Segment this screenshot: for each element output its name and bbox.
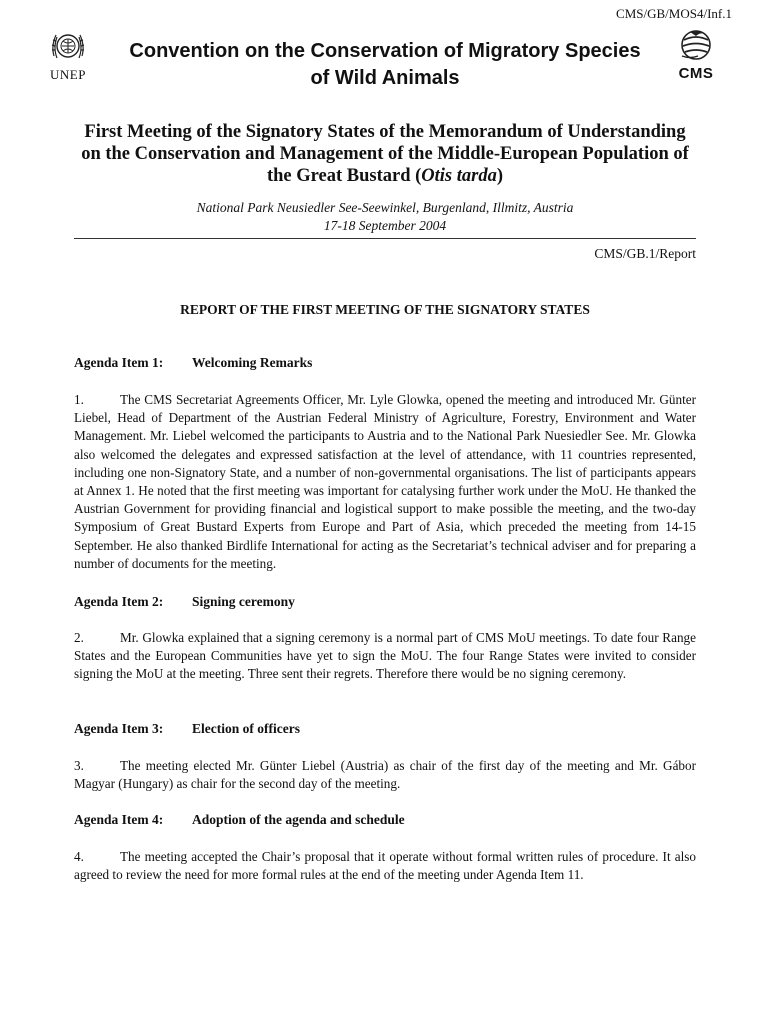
venue-place: National Park Neusiedler See-Seewinkel, Burgenland, Illmitz, Austria — [196, 200, 574, 215]
agenda-item-heading — [74, 355, 312, 371]
agenda-item-label: Agenda Item 4: — [74, 812, 164, 827]
meeting-title-line-3-suffix: ) — [496, 166, 504, 186]
species-name: Otis tarda — [421, 166, 497, 186]
unep-label: UNEP — [50, 67, 86, 82]
report-reference: CMS/GB.1/Report — [594, 246, 696, 261]
report-title: REPORT OF THE FIRST MEETING OF THE SIGNATORY STATES — [180, 302, 590, 317]
agenda-item-label: Agenda Item 2: — [74, 594, 164, 609]
agenda-item-heading — [74, 721, 300, 737]
paragraph-number: 4. — [74, 849, 84, 864]
cms-label: CMS — [678, 65, 714, 82]
venue-dates: 17-18 September 2004 — [323, 218, 447, 233]
convention-title-line-2: of Wild Animals — [310, 67, 460, 89]
agenda-item-title: Welcoming Remarks — [192, 355, 313, 370]
paragraph-text: The meeting accepted the Chair’s proposal that it operate without formal written rules of procedure. It also agreed to review the need for more formal rules at the end of the meeting under Agenda Item 11. — [74, 849, 696, 883]
convention-title — [100, 38, 670, 92]
paragraph — [74, 391, 696, 573]
paragraph-text: Mr. Glowka explained that a signing ceremony is a normal part of CMS MoU meetings. To date four Range States and the European Communities have yet to sign the MoU. The four Range States were invited to consider signing the MoU at the meeting. Three sent their regrets. Therefore there would be no signing ceremony. — [74, 630, 696, 682]
meeting-title-line-3-prefix: the Great Bustard ( — [266, 166, 422, 186]
unep-emblem-icon — [48, 26, 88, 66]
paragraph-number: 2. — [74, 630, 84, 645]
meeting-title-line-3 — [60, 165, 710, 187]
meeting-venue — [80, 199, 690, 235]
agenda-item-title: Signing ceremony — [192, 594, 295, 609]
paragraph-number: 3. — [74, 758, 84, 773]
paragraph-text: The CMS Secretariat Agreements Officer, Mr. Lyle Glowka, opened the meeting and introduced Mr. Günter Liebel, Head of Department of the Austrian Federal Ministry of Agriculture, Forestry, Environment and Water Management. Mr. Liebel welcomed the participants to Austria and to the National Park Nuesiedler See. Mr. Glowka also welcomed the delegates and expressed satisfaction at the level of attendance, with 11 countries represented, including one non-Signatory State, and a number of non-governmental organisations. The list of participants appears at Annex 1. He noted that the first meeting was important for catalysing further work under the MoU. He thanked the Austrian Government for providing financial and logistical support to make possible the meeting, and the two-day Symposium of Great Bustard Experts from Europe and Part of Asia, which preceded the meeting from 14-15 September. He also thanked Birdlife International for acting as the Secretariat’s technical adviser and for preparing a number of documents for the meeting. — [74, 392, 696, 571]
agenda-item-label: Agenda Item 1: — [74, 355, 164, 370]
paragraph — [74, 848, 696, 884]
meeting-title — [60, 121, 710, 187]
agenda-item-title: Election of officers — [192, 721, 300, 736]
document-reference: CMS/GB/MOS4/Inf.1 — [616, 6, 732, 21]
unep-logo — [40, 26, 96, 83]
agenda-item-title: Adoption of the agenda and schedule — [192, 812, 405, 827]
cms-logo — [670, 26, 722, 82]
meeting-title-line-2: on the Conservation and Management of the Middle-European Population of — [81, 144, 689, 164]
paragraph-text: The meeting elected Mr. Günter Liebel (Austria) as chair of the first day of the meeting and Mr. Gábor Magyar (Hungary) as chair for the second day of the meeting. — [74, 758, 696, 792]
paragraph-number: 1. — [74, 392, 84, 407]
agenda-item-heading — [74, 812, 405, 828]
cms-bird-globe-icon — [676, 26, 716, 64]
meeting-title-line-1: First Meeting of the Signatory States of the Memorandum of Understanding — [84, 122, 686, 142]
agenda-item-label: Agenda Item 3: — [74, 721, 164, 736]
convention-title-line-1: Convention on the Conservation of Migratory Species — [129, 40, 641, 62]
header-divider — [74, 238, 696, 239]
paragraph — [74, 757, 696, 793]
agenda-item-heading — [74, 594, 295, 610]
paragraph — [74, 629, 696, 684]
